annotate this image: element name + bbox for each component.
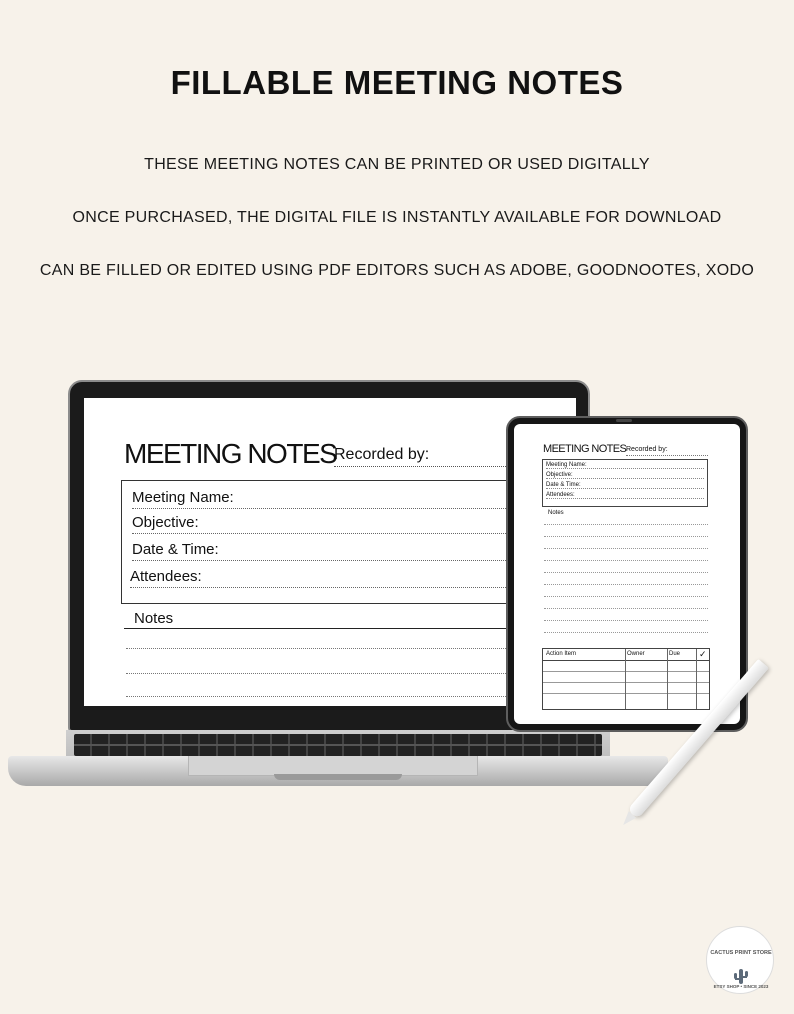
tablet-notes-line [544,620,708,621]
tablet-action-table [542,648,710,710]
tablet-notes-line [544,584,708,585]
tablet-field-attendees: Attendees: [546,492,704,499]
tablet-th-owner: Owner [627,651,645,657]
laptop-field-date-time: Date & Time: [132,541,576,561]
tablet-notes-line [544,536,708,537]
tablet-recorded-by-label: Recorded by: [626,446,668,453]
tablet-notes-line [544,560,708,561]
tablet-notes-label: Notes [548,510,564,516]
tablet-table-col-rule [696,649,697,709]
tablet-table-col-rule [625,649,626,709]
tablet-table-header-rule [543,660,709,661]
tablet-recorded-by-field [626,455,708,456]
laptop-lid-notch [274,774,402,780]
tablet-notes-line [544,548,708,549]
tablet-th-check-icon: ✓ [699,649,707,659]
tablet-doc-title: MEETING NOTES [543,443,627,455]
laptop-notes-label: Notes [134,610,174,627]
tablet-table-row-rule [543,671,709,672]
laptop-field-objective: Objective: [132,514,576,534]
feature-line-editors: CAN BE FILLED OR EDITED USING PDF EDITORS SUCH AS ADOBE, GOODNOOTES, XODO [39,262,755,279]
badge-shop-name: CACTUS PRINT STORE [710,950,772,956]
tablet-notes-line [544,596,708,597]
shop-badge [706,926,774,994]
laptop-field-meeting-name: Meeting Name: [132,489,576,509]
laptop-screen [84,398,576,706]
laptop-base [8,730,668,790]
tablet-notes-line [544,572,708,573]
laptop-field-attendees: Attendees: [130,568,576,588]
page-title: FILLABLE MEETING NOTES [170,64,624,101]
tablet-table-row-rule [543,693,709,694]
tablet-table-col-rule [667,649,668,709]
badge-tagline: ETSY SHOP • SINCE 2023 [713,984,769,989]
tablet-field-date-time: Date & Time: [546,482,704,489]
laptop-trackpad [188,756,478,776]
tablet-camera-icon [616,419,632,422]
tablet-th-action-item: Action Item [546,651,577,657]
laptop-doc-title: MEETING NOTES [124,438,337,469]
tablet-notes-line [544,632,708,633]
tablet-notes-line [544,608,708,609]
tablet-screen [514,424,740,724]
laptop-keyboard [74,734,602,756]
feature-line-download: ONCE PURCHASED, THE DIGITAL FILE IS INSTANTLY AVAILABLE FOR DOWNLOAD [72,209,722,226]
laptop-palm-rest [8,756,668,786]
feature-line-print: THESE MEETING NOTES CAN BE PRINTED OR USED DIGITALLY [144,156,650,173]
tablet-field-meeting-name: Meeting Name: [546,462,704,469]
tablet-field-objective: Objective: [546,472,704,479]
tablet-table-row-rule [543,682,709,683]
laptop-recorded-by-label: Recorded by: [334,446,430,463]
tablet-meeting-info-box [542,459,708,507]
tablet-th-due: Due [669,651,681,657]
tablet-notes-line [544,524,708,525]
